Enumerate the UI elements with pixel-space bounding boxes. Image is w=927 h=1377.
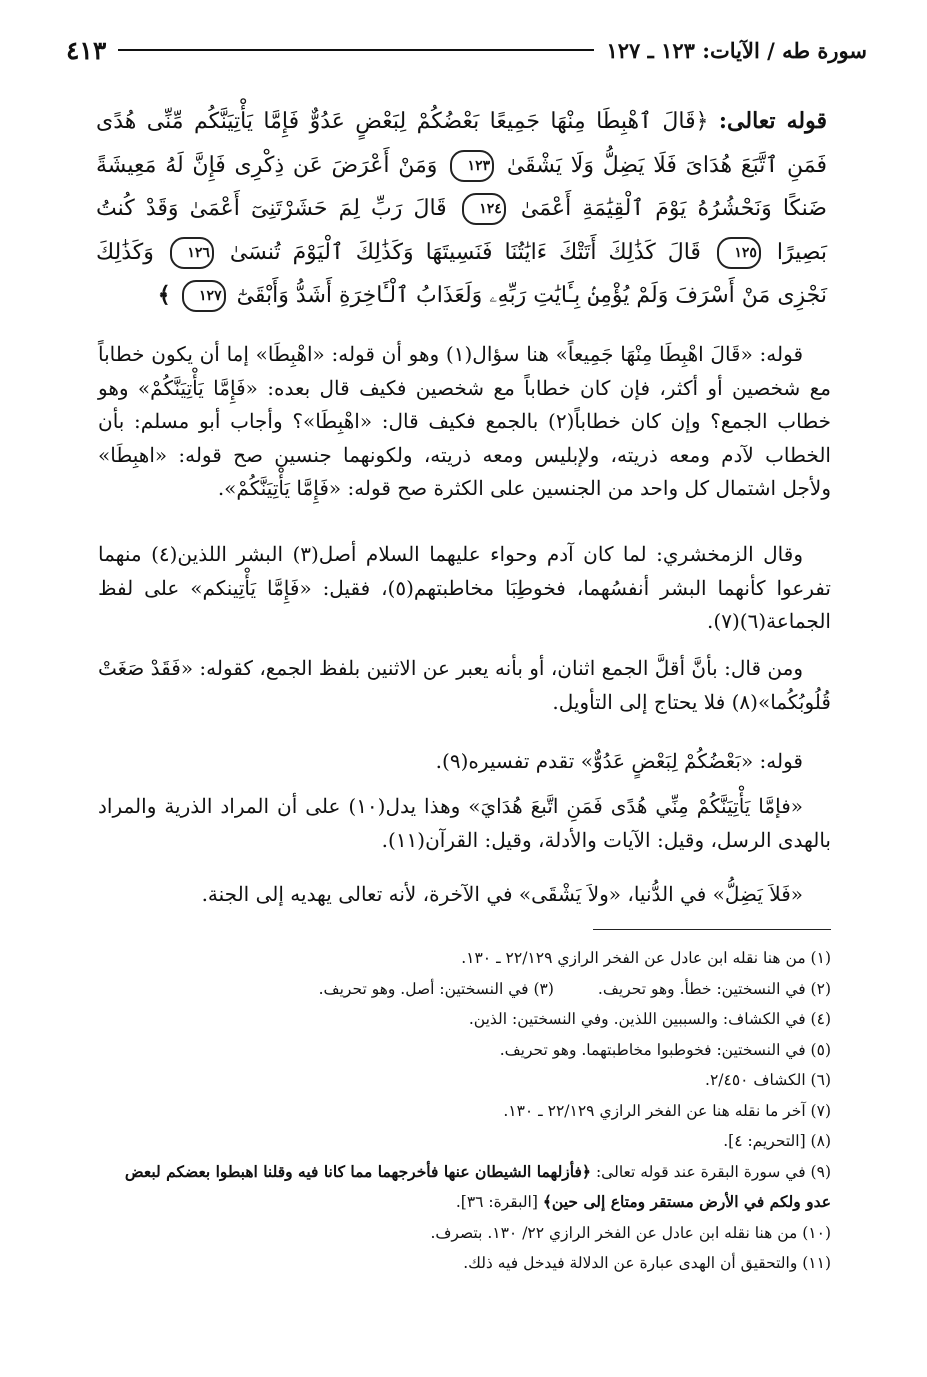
paragraph-text: «فإمَّا يَأْتِيَنَّكُمْ مِنِّي هُدًى فَمَنِ اتَّبعَ هُدَايَ» وهذا يدل(١٠) على أن المراد الذرية والمراد بالهدى الرسل، وقيل: الآيات والأدلة، وقيل: القرآن(١١). bbox=[98, 794, 831, 852]
running-header bbox=[66, 30, 867, 70]
closing-bracket: ﴾ bbox=[157, 282, 171, 308]
header-rule bbox=[118, 49, 594, 51]
paragraph-2 bbox=[98, 538, 831, 639]
verse-text-126: قَالَ كَذَٰلِكَ أَتَتْكَ ءَايَٰتُنَا فَنَسِيتَهَا وَكَذَٰلِكَ ٱلْيَوْمَ تُنسَىٰ bbox=[229, 239, 701, 265]
verse-text-124: وَمَنْ أَعْرَضَ عَن ذِكْرِى فَإِنَّ لَهُ مَعِيشَةً ضَنكًا وَنَحْشُرُهُ يَوْمَ ٱلْقِيَٰمَةِ أَعْمَىٰ bbox=[96, 152, 827, 221]
ayah-number-123: ١٢٣ bbox=[450, 150, 494, 182]
verse-text-125: قَالَ رَبِّ لِمَ حَشَرْتَنِىٓ أَعْمَىٰ وَقَدْ كُنتُ بَصِيرًا bbox=[96, 196, 827, 265]
footnote-9-suffix: [البقرة: ٣٦]. bbox=[455, 1193, 538, 1211]
footnote-7: (٧) آخر ما نقله هنا عن الفخر الرازي ٢٢/١٢٩ ـ ١٣٠. bbox=[503, 1101, 831, 1120]
footnote-4: (٤) في الكشاف: والسببين اللذين. وفي النسختين: الذين. bbox=[468, 1010, 831, 1028]
paragraph-3 bbox=[98, 652, 831, 719]
paragraph-text: قوله: «بَعْضُكُمْ لِبَعْضٍ عَدُوٌّ» تقدم تفسيره(٩). bbox=[435, 749, 803, 773]
footnote-6: (٦) الكشاف ٢/٤٥٠. bbox=[705, 1071, 831, 1089]
paragraph-4 bbox=[98, 745, 831, 779]
page-number: ٤١٣ bbox=[66, 35, 107, 65]
ayah-number-126: ١٢٦ bbox=[170, 237, 214, 269]
footnote-3: (٣) في النسختين: أصل. وهو تحريف. bbox=[318, 979, 554, 998]
footnotes bbox=[100, 943, 831, 1279]
footnote-9-verse: ﴿فأزلهما الشيطان عنها فأخرجهما مما كانا فيه وقلنا اهبطوا بعضكم لبعض عدو ولكم في الأرض مستقر ومتاع إلى حين﴾ bbox=[124, 1161, 831, 1211]
footnote-row-2-3 bbox=[100, 974, 831, 1005]
footnote-11: (١١) والتحقيق أن الهدى عبارة عن الدلالة فيدخل فيه ذلك. bbox=[463, 1254, 831, 1272]
paragraph-text: «فَلاَ يَضِلُّ» في الدُّنيا، «ولاَ يَشْقَى» في الآخرة، لأنه تعالى يهديه إلى الجنة. bbox=[201, 882, 803, 906]
footnote-2: (٢) في النسختين: خطأ. وهو تحريف. bbox=[597, 979, 831, 998]
quran-lead: قوله تعالى: bbox=[718, 108, 827, 134]
footnote-8: (٨) [التحريم: ٤]. bbox=[723, 1132, 831, 1150]
paragraph-1 bbox=[98, 338, 831, 506]
ayah-number-124: ١٢٤ bbox=[462, 193, 506, 225]
verse-text-127: وَكَذَٰلِكَ نَجْزِى مَنْ أَسْرَفَ وَلَمْ يُؤْمِنۢ بِـَٔايَٰتِ رَبِّهِۦ وَلَعَذَابُ ٱلْـَٔاخِرَةِ أَشَدُّ وَأَبْقَىٰٓ bbox=[96, 239, 827, 308]
footnote-separator bbox=[593, 929, 831, 930]
quran-verses-block bbox=[96, 100, 827, 318]
footnote-5: (٥) في النسختين: فخوطبوا مخاطبتهما. وهو تحريف. bbox=[499, 1040, 831, 1059]
ayah-number-127: ١٢٧ bbox=[182, 280, 226, 312]
paragraph-text: قوله: «قَالَ اهْبِطَا مِنْهَا جَمِيعاً» هنا سؤال(١) وهو أن قوله: «اهْبِطَا» إما أن يكون خطاباً مع شخصين أو أكثر، فإن كان خطاباً مع شخصين فكيف قال بعده: «فَإِمَّا يَأْتِيَنَّكُمْ» وهو خطاب الجمع؟ وإن كان خطاباً(٢) بالجمع فكيف قال: «اهْبِطَا»؟ وأجاب أبو مسلم: بأن الخطاب لآدم ومعه ذريته، ولإبليس ومعه ذريته، ولكونهما جنسين صح قوله: «اهبِطَا» ولأجل اشتمال كل واحد من الجنسين على الكثرة صح قوله: «فَإِمَّا يَأْتِيَنَّكُمْ». bbox=[98, 342, 831, 500]
verse-text-123: ﴿قَالَ ٱهْبِطَا مِنْهَا جَمِيعًا بَعْضُكُمْ لِبَعْضٍ عَدُوٌّ فَإِمَّا يَأْتِيَنَّكُم مِّنِّى هُدًى فَمَنِ ٱتَّبَعَ هُدَاىَ فَلَا يَضِلُّ وَلَا يَشْقَىٰ bbox=[96, 109, 827, 178]
footnote-10: (١٠) من هنا نقله ابن عادل عن الفخر الرازي ٢٢/ ١٣٠. بتصرف. bbox=[430, 1223, 831, 1242]
paragraph-text: ومن قال: بأنَّ أقلَّ الجمع اثنان، أو بأنه يعبر عن الاثنين بلفظ الجمع، كقوله: «فَقَدْ صَغَتْ قُلُوبُكُما»(٨) فلا يحتاج إلى التأويل. bbox=[98, 656, 831, 714]
footnote-1: (١) من هنا نقله ابن عادل عن الفخر الرازي ٢٢/١٢٩ ـ ١٣٠. bbox=[461, 949, 831, 967]
ayah-number-125: ١٢٥ bbox=[717, 237, 761, 269]
paragraph-5 bbox=[98, 790, 831, 857]
footnote-9-prefix: (٩) في سورة البقرة عند قوله تعالى: bbox=[595, 1162, 831, 1181]
paragraph-6 bbox=[98, 878, 831, 912]
footnote-9 bbox=[100, 1157, 831, 1218]
paragraph-text: وقال الزمخشري: لما كان آدم وحواء عليهما السلام أصل(٣) البشر اللذين(٤) منهما تفرعوا كأنهما البشر أنفسُهما، فخوطِبَا مخاطبتهم(٥)، فقيل: «فَإِمَّا يَأْتِينكم» على لفظ الجماعة(٦)(٧). bbox=[98, 542, 831, 633]
sura-title: سورة طه / الآيات: ١٢٣ ـ ١٢٧ bbox=[606, 37, 867, 63]
